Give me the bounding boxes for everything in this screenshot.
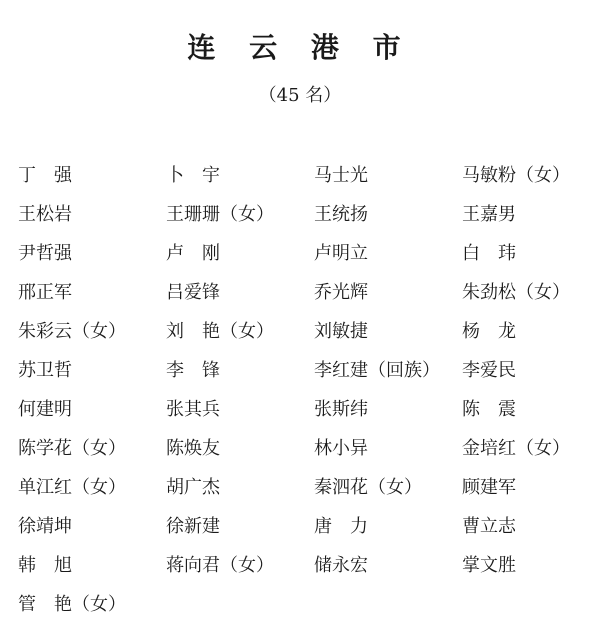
name-entry: 陈学花（女）	[18, 438, 126, 459]
document-title: 连 云 港 市	[187, 31, 413, 64]
name-entry: 马敏粉（女）	[462, 165, 570, 186]
name-entry: 乔光辉	[314, 282, 368, 303]
name-entry: 丁 强	[18, 165, 72, 186]
name-entry: 王统扬	[314, 204, 368, 225]
name-entry: 王嘉男	[462, 204, 516, 225]
name-entry: 张斯纬	[314, 399, 368, 420]
name-entry: 白 玮	[462, 243, 516, 264]
name-entry: 顾建军	[462, 477, 516, 498]
name-entry: 李 锋	[166, 360, 220, 381]
name-entry: 陈焕友	[166, 438, 220, 459]
name-entry: 王珊珊（女）	[166, 204, 274, 225]
name-entry: 储永宏	[314, 555, 368, 576]
name-entry: 邢正军	[18, 282, 72, 303]
name-entry: 金培红（女）	[462, 438, 570, 459]
name-entry: 尹哲强	[18, 243, 72, 264]
name-entry: 刘敏捷	[314, 321, 368, 342]
name-entry: 徐靖坤	[18, 516, 72, 537]
name-entry: 林小异	[314, 438, 368, 459]
name-entry: 管 艳（女）	[18, 594, 126, 615]
name-entry: 陈 震	[462, 399, 516, 420]
name-entry: 李爱民	[462, 360, 516, 381]
name-entry: 韩 旭	[18, 555, 72, 576]
name-entry: 张其兵	[166, 399, 220, 420]
name-entry: 刘 艳（女）	[166, 321, 274, 342]
name-entry: 朱彩云（女）	[18, 321, 126, 342]
name-entry: 曹立志	[462, 516, 516, 537]
name-entry: 朱劲松（女）	[462, 282, 570, 303]
name-entry: 徐新建	[166, 516, 220, 537]
name-entry: 李红建（回族）	[314, 360, 440, 381]
name-list	[18, 156, 598, 624]
name-entry: 单江红（女）	[18, 477, 126, 498]
name-entry: 唐 力	[314, 516, 368, 537]
name-entry: 掌文胜	[462, 555, 516, 576]
name-entry: 胡广杰	[166, 477, 220, 498]
name-entry: 苏卫哲	[18, 360, 72, 381]
name-entry: 何建明	[18, 399, 72, 420]
name-entry: 王松岩	[18, 204, 72, 225]
document-subtitle-count: （45 名）	[258, 85, 342, 106]
name-entry: 吕爱锋	[166, 282, 220, 303]
name-entry: 秦泗花（女）	[314, 477, 422, 498]
name-entry: 卜 宇	[166, 165, 220, 186]
name-entry: 杨 龙	[462, 321, 516, 342]
name-entry: 蒋向君（女）	[166, 555, 274, 576]
name-entry: 卢 刚	[166, 243, 220, 264]
name-entry: 卢明立	[314, 243, 368, 264]
name-entry: 马士光	[314, 165, 368, 186]
